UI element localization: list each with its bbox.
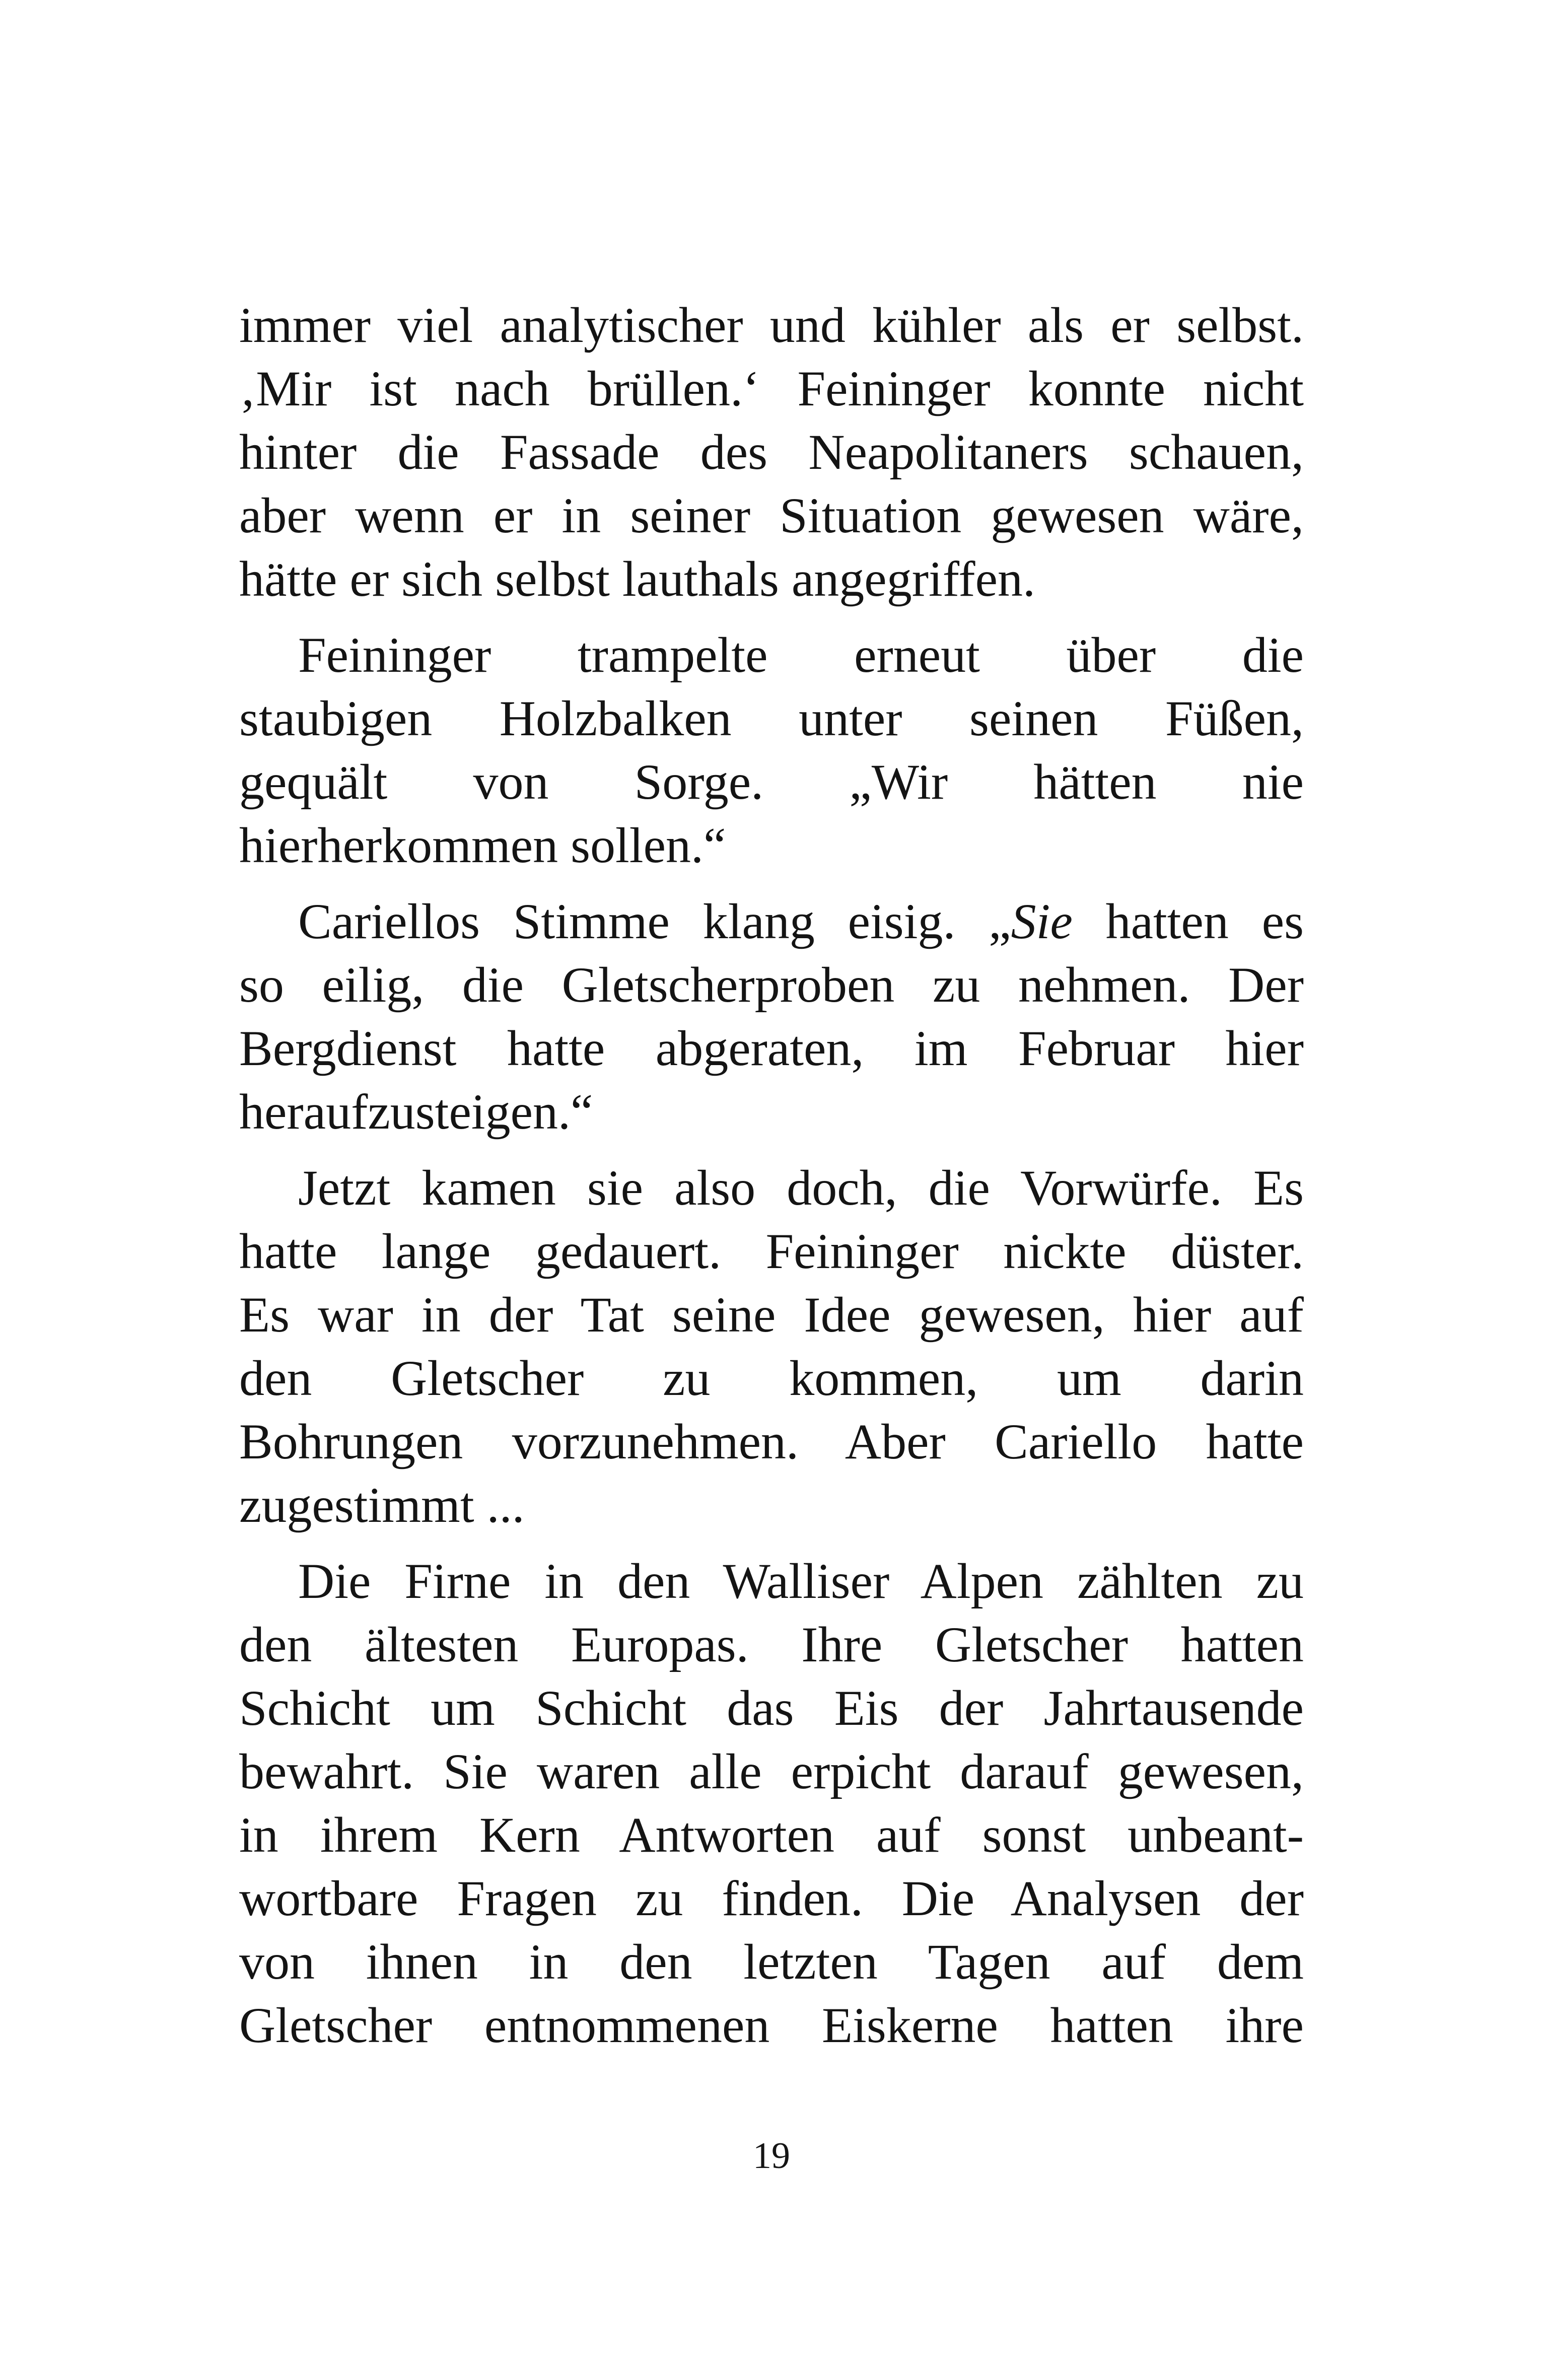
paragraph [239, 1550, 1304, 2057]
emphasized-word: Sie [1011, 893, 1073, 949]
text-line: ‚Mir ist nach brüllen.‘ Feininger konnte nicht [239, 361, 1304, 416]
text-line: heraufzusteigen.“ [239, 1084, 593, 1140]
text-line: so eilig, die Gletscherproben zu nehmen. Der [239, 957, 1304, 1013]
text-line: hinter die Fassade des Neapolitaners schauen, [239, 424, 1304, 480]
text-line: von ihnen in den letzten Tagen auf dem [239, 1934, 1304, 1990]
text-line: Bergdienst hatte abgeraten, im Februar hier [239, 1020, 1304, 1076]
text-line: Bohrungen vorzunehmen. Aber Cariello hatte [239, 1414, 1304, 1469]
text-line: den Gletscher zu kommen, um darin [239, 1350, 1304, 1406]
text-line: den ältesten Europas. Ihre Gletscher hatten [239, 1617, 1304, 1672]
text-line: in ihrem Kern Antworten auf sonst unbeant- [239, 1807, 1304, 1863]
text-line: gequält von Sorge. „Wir hätten nie [239, 754, 1304, 810]
text-line: Schicht um Schicht das Eis der Jahrtausende [239, 1680, 1304, 1736]
text-line: hierherkommen sollen.“ [239, 817, 726, 873]
text-line: hätte er sich selbst lauthals angegriffen. [239, 551, 1035, 607]
page-number: 19 [753, 2135, 790, 2177]
paragraph [239, 890, 1304, 1144]
paragraph [239, 294, 1304, 611]
text-line: Jetzt kamen sie also doch, die Vorwürfe. Es [298, 1160, 1304, 1216]
text-line: staubigen Holzbalken unter seinen Füßen, [239, 690, 1304, 746]
text-run: Cariellos Stimme klang eisig. „ [298, 893, 1011, 949]
text-run: hatten es [1072, 893, 1304, 949]
text-line: zugestimmt ... [239, 1477, 525, 1533]
text-line: Es war in der Tat seine Idee gewesen, hier auf [239, 1287, 1304, 1343]
text-line: Gletscher entnommenen Eiskerne hatten ihre [239, 1997, 1304, 2053]
text-line: immer viel analytischer und kühler als er selbst. [239, 297, 1304, 353]
text-line: Die Firne in den Walliser Alpen zählten zu [298, 1553, 1304, 1609]
text-line: Feininger trampelte erneut über die [298, 627, 1304, 683]
text-line: aber wenn er in seiner Situation gewesen wäre, [239, 487, 1304, 543]
text-line: hatte lange gedauert. Feininger nickte düster. [239, 1223, 1304, 1279]
paragraph [239, 623, 1304, 877]
text-line: bewahrt. Sie waren alle erpicht darauf gewesen, [239, 1743, 1304, 1799]
text-line [239, 890, 1304, 953]
body-text [239, 294, 1304, 2057]
text-line: wortbare Fragen zu finden. Die Analysen der [239, 1870, 1304, 1926]
paragraph [239, 1156, 1304, 1537]
